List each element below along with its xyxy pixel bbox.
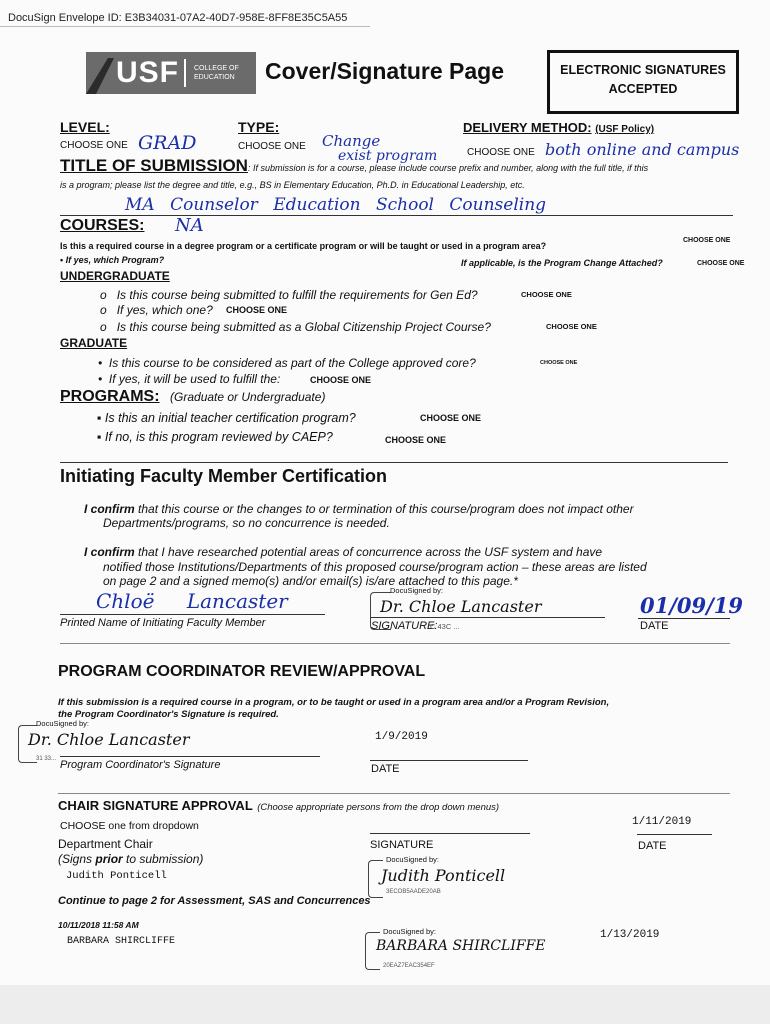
coordinator-date-rule	[370, 760, 528, 761]
level-value: GRAD	[138, 132, 197, 154]
coordinator-heading: PROGRAM COORDINATOR REVIEW/APPROVAL	[58, 663, 426, 680]
programs-heading-row	[60, 388, 325, 406]
chair-choose[interactable]: CHOOSE one from dropdown	[60, 820, 199, 832]
chair-docusigned: DocuSigned by:	[386, 855, 439, 864]
delivery-label: DELIVERY METHOD:	[463, 120, 592, 135]
bull-horns-icon	[86, 52, 114, 94]
delivery-value: both online and campus	[545, 140, 740, 159]
submission-rule	[60, 215, 733, 216]
courses-required-question: Is this a required course in a degree program or a certificate program or will be taught or used in a program area?	[60, 241, 547, 251]
grad-heading: GRADUATE	[60, 336, 128, 350]
undergrad-item-2: o If yes, which one?	[100, 303, 213, 317]
programs-sub: (Graduate or Undergraduate)	[170, 390, 326, 404]
chair-signature-label: SIGNATURE	[370, 839, 434, 851]
type-value-line1: Change	[322, 132, 381, 150]
faculty-signature: Dr. Chloe Lancaster	[380, 597, 542, 616]
programs-heading: PROGRAMS:	[60, 388, 160, 405]
chair-heading-row	[58, 797, 499, 815]
faculty-confirm2-line1	[84, 545, 602, 559]
coordinator-date: 1/9/2019	[375, 731, 428, 743]
chair-name: Judith Ponticell	[66, 870, 167, 882]
type-choose[interactable]: CHOOSE ONE	[238, 141, 306, 152]
type-value-line2: exist program	[338, 148, 438, 164]
envelope-id: DocuSign Envelope ID: E3B34031-07A2-40D7-958E-8FF8E35C5A55	[8, 12, 348, 24]
chair-date-rule	[637, 834, 712, 835]
submission-instructions-1: : If submission is for a course, please include course prefix and number, along with the full title, if this	[247, 163, 649, 173]
coordinator-note-2: the Program Coordinator's Signature is required.	[58, 709, 279, 720]
faculty-confirm1-text: that this course or the changes to or termination of this course/program does not impact other	[134, 502, 634, 516]
coordinator-sig-hash: 31 33...	[36, 756, 57, 762]
chair-signs-prior	[58, 852, 203, 866]
courses-value: NA	[175, 215, 204, 236]
final-sig-hash: 20EAZ7EAC354EF	[383, 963, 435, 969]
logo-college	[194, 64, 239, 82]
undergrad-item-1-text: Is this course being submitted to fulfill the requirements for Gen Ed?	[116, 288, 478, 302]
faculty-date: 01/09/19	[640, 593, 744, 618]
faculty-confirm2-line2: notified those Institutions/Departments of this proposed course/program action – these areas are listed	[103, 560, 647, 574]
submission-row	[60, 156, 648, 176]
continue-note: Continue to page 2 for Assessment, SAS and Concurrences	[58, 895, 371, 907]
grad-item-2-text: If yes, it will be used to fulfill the:	[108, 372, 281, 386]
faculty-printed-name: Chloë Lancaster	[96, 589, 288, 613]
programs-item-2-text: If no, is this program reviewed by CAEP?	[104, 430, 333, 444]
faculty-confirm2-text: that I have researched potential areas of concurrence across the USF system and have	[134, 545, 603, 559]
undergrad-item-3-choose[interactable]: CHOOSE ONE	[546, 322, 597, 331]
faculty-heading: Initiating Faculty Member Certification	[60, 466, 388, 486]
faculty-rule	[60, 643, 730, 644]
logo-brand: USF	[116, 56, 179, 89]
page-title: Cover/Signature Page	[265, 58, 505, 84]
faculty-confirm2-line3: on page 2 and a signed memo(s) and/or email(s) is/are attached to this page.*	[103, 574, 518, 588]
coordinator-date-label: DATE	[371, 763, 400, 775]
programs-item-2: ▪ If no, is this program reviewed by CAEP?	[97, 430, 333, 444]
submission-value: MA Counselor Education School Counseling	[125, 195, 547, 215]
submission-instructions-2: is a program; please list the degree and title, e.g., BS in Elementary Education, Ph.D. in Educational Leadership, etc.	[60, 180, 525, 190]
courses-heading: COURSES:	[60, 217, 145, 234]
faculty-printed-label: Printed Name of Initiating Faculty Member	[60, 617, 266, 629]
faculty-confirm1-line1	[84, 502, 634, 516]
usf-logo	[86, 52, 256, 94]
grad-item-2-choose[interactable]: CHOOSE ONE	[310, 375, 372, 385]
level-choose[interactable]: CHOOSE ONE	[60, 140, 128, 151]
courses-change-question: If applicable, is the Program Change Attached?	[461, 258, 663, 268]
coordinator-rule	[58, 793, 730, 794]
final-signature: BARBARA SHIRCLIFFE	[376, 938, 546, 954]
coordinator-signature: Dr. Chloe Lancaster	[28, 730, 190, 749]
final-name: BARBARA SHIRCLIFFE	[67, 936, 176, 947]
delivery-policy: (USF Policy)	[595, 124, 655, 135]
delivery-heading	[463, 120, 654, 135]
chair-heading-note: (Choose appropriate persons from the drop down menus)	[257, 802, 500, 813]
grad-item-1: • Is this course to be considered as part of the College approved core?	[98, 356, 476, 370]
undergrad-item-2-choose[interactable]: CHOOSE ONE	[226, 305, 288, 315]
coordinator-docusigned: DocuSigned by:	[36, 719, 89, 728]
chair-date-value: 1/11/2019	[632, 816, 692, 828]
programs-item-1: ▪ Is this an initial teacher certification program?	[97, 411, 356, 425]
chair-dept: Department Chair	[58, 837, 153, 851]
submission-heading: TITLE OF SUBMISSION	[60, 156, 248, 175]
undergrad-item-3-text: Is this course being submitted as a Global Citizenship Project Course?	[116, 320, 491, 334]
grad-item-1-text: Is this course to be considered as part of the College approved core?	[108, 356, 476, 370]
logo-college-line1: COLLEGE OF	[194, 65, 239, 72]
courses-which-text: If yes, which Program?	[65, 255, 165, 265]
courses-change-choose[interactable]: CHOOSE ONE	[697, 260, 745, 267]
final-timestamp: 10/11/2018 11:58 AM	[58, 920, 139, 930]
faculty-name-rule	[60, 614, 325, 615]
coordinator-note-1: If this submission is a required course in a program, or to be taught or used in a program area and/or a Program Revision,	[58, 697, 610, 708]
coordinator-sig-rule	[60, 756, 320, 757]
faculty-confirm1-line2: Departments/programs, so no concurrence is needed.	[103, 516, 390, 530]
programs-item-1-choose[interactable]: CHOOSE ONE	[420, 413, 482, 423]
page-bottom-margin	[0, 985, 770, 1024]
faculty-confirm1-bold: I confirm	[84, 502, 135, 516]
faculty-date-rule	[638, 618, 730, 619]
chair-signs-prior-a: (Signs	[58, 852, 96, 866]
faculty-date-label: DATE	[640, 620, 669, 632]
faculty-confirm2-bold: I confirm	[84, 545, 135, 559]
undergrad-item-2-text: If yes, which one?	[116, 303, 213, 317]
undergrad-heading: UNDERGRADUATE	[60, 269, 170, 283]
courses-which-program: • If yes, which Program?	[60, 255, 165, 265]
faculty-sig-rule	[370, 617, 605, 618]
esign-line2: ACCEPTED	[608, 82, 678, 96]
faculty-sig-label: SIGNATURE:	[371, 620, 438, 632]
grad-item-1-choose[interactable]: CHOOSE ONE	[540, 360, 578, 366]
delivery-choose[interactable]: CHOOSE ONE	[467, 147, 535, 158]
grad-item-2: • If yes, it will be used to fulfill the:	[98, 372, 281, 386]
type-label: TYPE:	[238, 119, 280, 135]
undergrad-item-1-choose[interactable]: CHOOSE ONE	[521, 290, 572, 299]
logo-divider	[184, 59, 186, 87]
programs-item-2-choose[interactable]: CHOOSE ONE	[385, 435, 447, 445]
courses-required-choose[interactable]: CHOOSE ONE	[683, 237, 731, 244]
faculty-docusigned: DocuSigned by:	[390, 586, 443, 595]
esign-line1: ELECTRONIC SIGNATURES	[560, 63, 726, 77]
undergrad-item-3: o Is this course being submitted as a Global Citizenship Project Course?	[100, 320, 491, 334]
final-docusigned: DocuSigned by:	[383, 927, 436, 936]
undergrad-item-1: o Is this course being submitted to fulfill the requirements for Gen Ed?	[100, 288, 478, 302]
level-label: LEVEL:	[60, 119, 110, 135]
final-date: 1/13/2019	[600, 929, 660, 941]
chair-signature: Judith Ponticell	[381, 866, 506, 885]
chair-signs-prior-b: prior	[95, 852, 123, 866]
chair-heading: CHAIR SIGNATURE APPROVAL	[58, 798, 253, 813]
logo-college-line2: EDUCATION	[194, 74, 235, 81]
programs-item-1-text: Is this an initial teacher certification program?	[104, 411, 356, 425]
chair-sig-rule	[370, 833, 530, 834]
header-rule	[0, 26, 370, 27]
faculty-sig-hash: C 43C ...	[430, 622, 460, 631]
chair-sig-hash: 3ECOB5AADE20AB	[386, 889, 441, 895]
chair-signs-prior-c: to submission)	[122, 852, 204, 866]
programs-rule	[60, 462, 728, 463]
chair-date-label: DATE	[638, 840, 667, 852]
esign-box	[547, 50, 739, 114]
coordinator-sig-label: Program Coordinator's Signature	[60, 759, 221, 771]
